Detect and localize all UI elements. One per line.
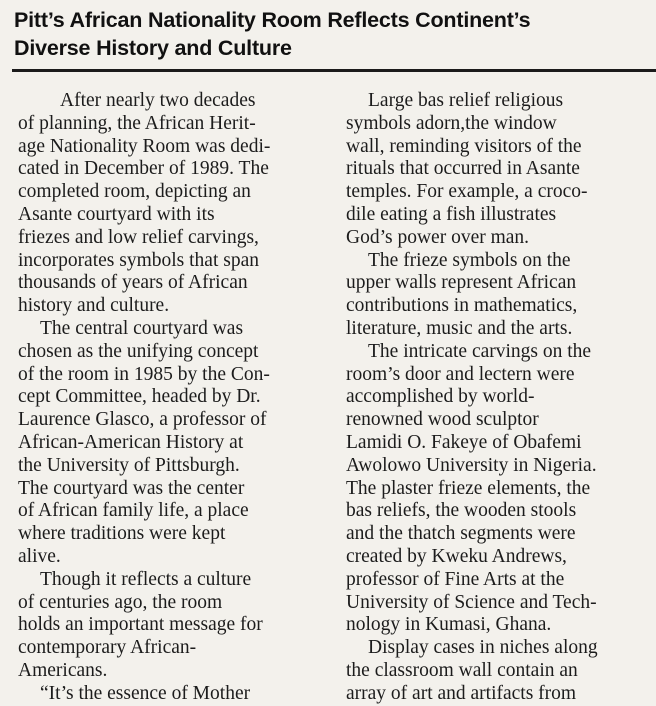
text-line: symbols adorn,the window — [346, 112, 557, 134]
text-line: upper walls represent African — [346, 272, 577, 294]
headline-line-2: Diverse History and Culture — [14, 36, 292, 60]
text-line: Americans. — [18, 659, 108, 681]
article-headline — [14, 6, 650, 62]
text-line: dile eating a fish illustrates — [346, 203, 557, 225]
text-line: cept Committee, headed by Dr. — [18, 386, 261, 408]
text-line: the University of Pittsburgh. — [18, 454, 240, 476]
text-line: Though it reflects a culture — [40, 568, 252, 590]
text-line: contemporary African- — [18, 637, 197, 659]
text-line: room’s door and lectern were — [346, 363, 575, 385]
text-line: of the room in 1985 by the Con- — [18, 363, 270, 385]
text-line: Display cases in niches along — [368, 637, 598, 659]
text-line: chosen as the unifying concept — [18, 340, 259, 362]
text-line: Large bas relief religious — [368, 90, 564, 111]
text-line: The courtyard was the center — [18, 477, 245, 499]
text-line: of planning, the African Herit- — [18, 112, 256, 134]
text-line: wall, reminding visitors of the — [346, 135, 582, 157]
headline-line-1: Pitt’s African Nationality Room Reflects Continent’s — [14, 8, 531, 32]
text-line: Awolowo University in Nigeria. — [346, 454, 597, 476]
text-line: nology in Kumasi, Ghana. — [346, 614, 552, 636]
headline-rule — [12, 69, 656, 72]
text-line: of African family life, a place — [18, 500, 249, 522]
text-line: The central courtyard was — [40, 317, 244, 339]
right-column — [346, 90, 656, 706]
text-line: Lamidi O. Fakeye of Obafemi — [346, 431, 582, 453]
text-line: holds an important message for — [18, 614, 263, 636]
text-line: completed room, depicting an — [18, 181, 251, 203]
text-line: After nearly two decades — [60, 90, 256, 111]
text-line: friezes and low relief carvings, — [18, 226, 259, 248]
text-line: incorporates symbols that span — [18, 249, 259, 271]
text-line: cated in December of 1989. The — [18, 158, 269, 180]
text-line: Laurence Glasco, a professor of — [18, 409, 267, 431]
text-line: of centuries ago, the room — [18, 591, 223, 613]
text-line: God’s power over man. — [346, 226, 530, 248]
text-line: array of art and artifacts from — [346, 682, 577, 704]
text-line: Asante courtyard with its — [18, 203, 215, 225]
text-line: The intricate carvings on the — [368, 340, 592, 362]
text-line: literature, music and the arts. — [346, 317, 573, 339]
text-line: renowned wood sculptor — [346, 409, 539, 431]
text-line: accomplished by world- — [346, 386, 535, 408]
text-line: age Nationality Room was dedi- — [18, 135, 271, 157]
left-column — [18, 90, 330, 706]
text-line: rituals that occurred in Asante — [346, 158, 580, 180]
text-line: The plaster frieze elements, the — [346, 477, 591, 499]
text-line: professor of Fine Arts at the — [346, 568, 565, 590]
text-line: contributions in mathematics, — [346, 295, 578, 317]
text-line: alive. — [18, 545, 61, 567]
text-line: thousands of years of African — [18, 272, 248, 294]
text-line: created by Kweku Andrews, — [346, 545, 567, 567]
text-line: and the thatch segments were — [346, 523, 576, 545]
text-line: history and culture. — [18, 295, 170, 317]
text-line: bas reliefs, the wooden stools — [346, 500, 577, 522]
text-line: the classroom wall contain an — [346, 659, 578, 681]
text-line: University of Science and Tech- — [346, 591, 597, 613]
text-line: where traditions were kept — [18, 523, 226, 545]
text-line: The frieze symbols on the — [368, 249, 571, 271]
text-line: temples. For example, a croco- — [346, 181, 588, 203]
text-line: “It’s the essence of Mother — [40, 682, 251, 704]
text-line: African-American History at — [18, 431, 244, 453]
